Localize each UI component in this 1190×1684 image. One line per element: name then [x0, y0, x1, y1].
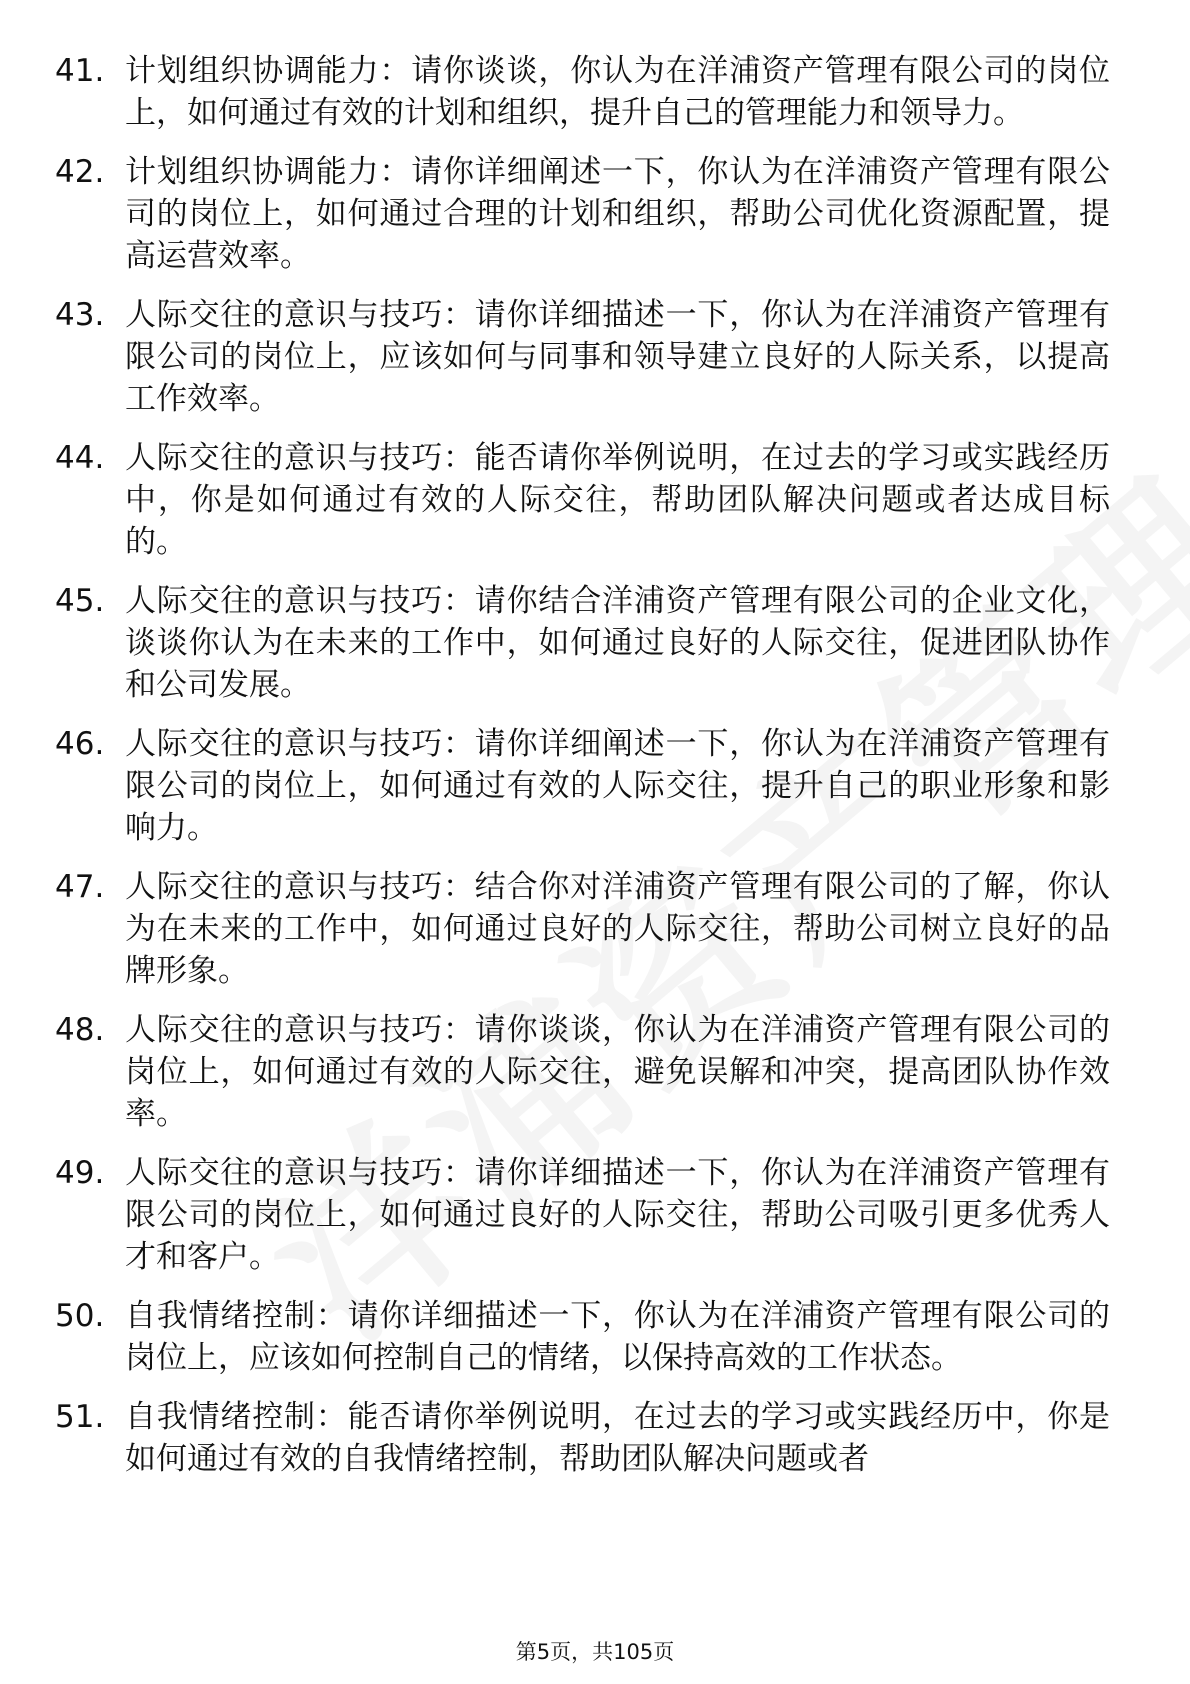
question-number: 44. — [55, 440, 105, 476]
question-number: 51. — [55, 1399, 105, 1435]
question-number: 45. — [55, 583, 105, 619]
page-number-label: 第5页，共105页 — [515, 1640, 675, 1664]
question-number: 46. — [55, 726, 105, 762]
question-item — [55, 723, 1115, 849]
question-text: 人际交往的意识与技巧：请你详细描述一下，你认为在洋浦资产管理有限公司的岗位上，如何通过良好的人际交往，帮助公司吸引更多优秀人才和客户。 — [125, 1155, 1110, 1275]
question-item — [55, 50, 1115, 134]
question-item — [55, 580, 1115, 706]
question-item — [55, 437, 1115, 563]
question-item — [55, 1396, 1115, 1480]
question-item — [55, 151, 1115, 277]
question-text: 人际交往的意识与技巧：请你详细阐述一下，你认为在洋浦资产管理有限公司的岗位上，如何通过有效的人际交往，提升自己的职业形象和影响力。 — [125, 726, 1110, 846]
question-item — [55, 866, 1115, 992]
page-footer — [0, 1636, 1190, 1666]
question-number: 50. — [55, 1298, 105, 1334]
question-text: 人际交往的意识与技巧：请你详细描述一下，你认为在洋浦资产管理有限公司的岗位上，应该如何与同事和领导建立良好的人际关系，以提高工作效率。 — [125, 297, 1110, 417]
question-item — [55, 294, 1115, 420]
question-text: 自我情绪控制：能否请你举例说明，在过去的学习或实践经历中，你是如何通过有效的自我情绪控制，帮助团队解决问题或者 — [125, 1399, 1110, 1477]
question-number: 41. — [55, 53, 105, 89]
question-number: 42. — [55, 154, 105, 190]
question-item — [55, 1152, 1115, 1278]
question-list — [55, 50, 1115, 1497]
question-number: 47. — [55, 869, 105, 905]
question-text: 人际交往的意识与技巧：结合你对洋浦资产管理有限公司的了解，你认为在未来的工作中，如何通过良好的人际交往，帮助公司树立良好的品牌形象。 — [125, 869, 1110, 989]
question-text: 自我情绪控制：请你详细描述一下，你认为在洋浦资产管理有限公司的岗位上，应该如何控制自己的情绪，以保持高效的工作状态。 — [125, 1298, 1110, 1376]
question-text: 人际交往的意识与技巧：请你谈谈，你认为在洋浦资产管理有限公司的岗位上，如何通过有效的人际交往，避免误解和冲突，提高团队协作效率。 — [125, 1012, 1110, 1132]
question-text: 计划组织协调能力：请你详细阐述一下，你认为在洋浦资产管理有限公司的岗位上，如何通过合理的计划和组织，帮助公司优化资源配置，提高运营效率。 — [125, 154, 1110, 274]
question-number: 48. — [55, 1012, 105, 1048]
question-number: 43. — [55, 297, 105, 333]
question-text: 人际交往的意识与技巧：请你结合洋浦资产管理有限公司的企业文化，谈谈你认为在未来的工作中，如何通过良好的人际交往，促进团队协作和公司发展。 — [125, 583, 1110, 703]
question-item — [55, 1009, 1115, 1135]
question-text: 人际交往的意识与技巧：能否请你举例说明，在过去的学习或实践经历中，你是如何通过有效的人际交往，帮助团队解决问题或者达成目标的。 — [125, 440, 1110, 560]
question-item — [55, 1295, 1115, 1379]
question-number: 49. — [55, 1155, 105, 1191]
question-text: 计划组织协调能力：请你谈谈，你认为在洋浦资产管理有限公司的岗位上，如何通过有效的计划和组织，提升自己的管理能力和领导力。 — [125, 53, 1110, 131]
